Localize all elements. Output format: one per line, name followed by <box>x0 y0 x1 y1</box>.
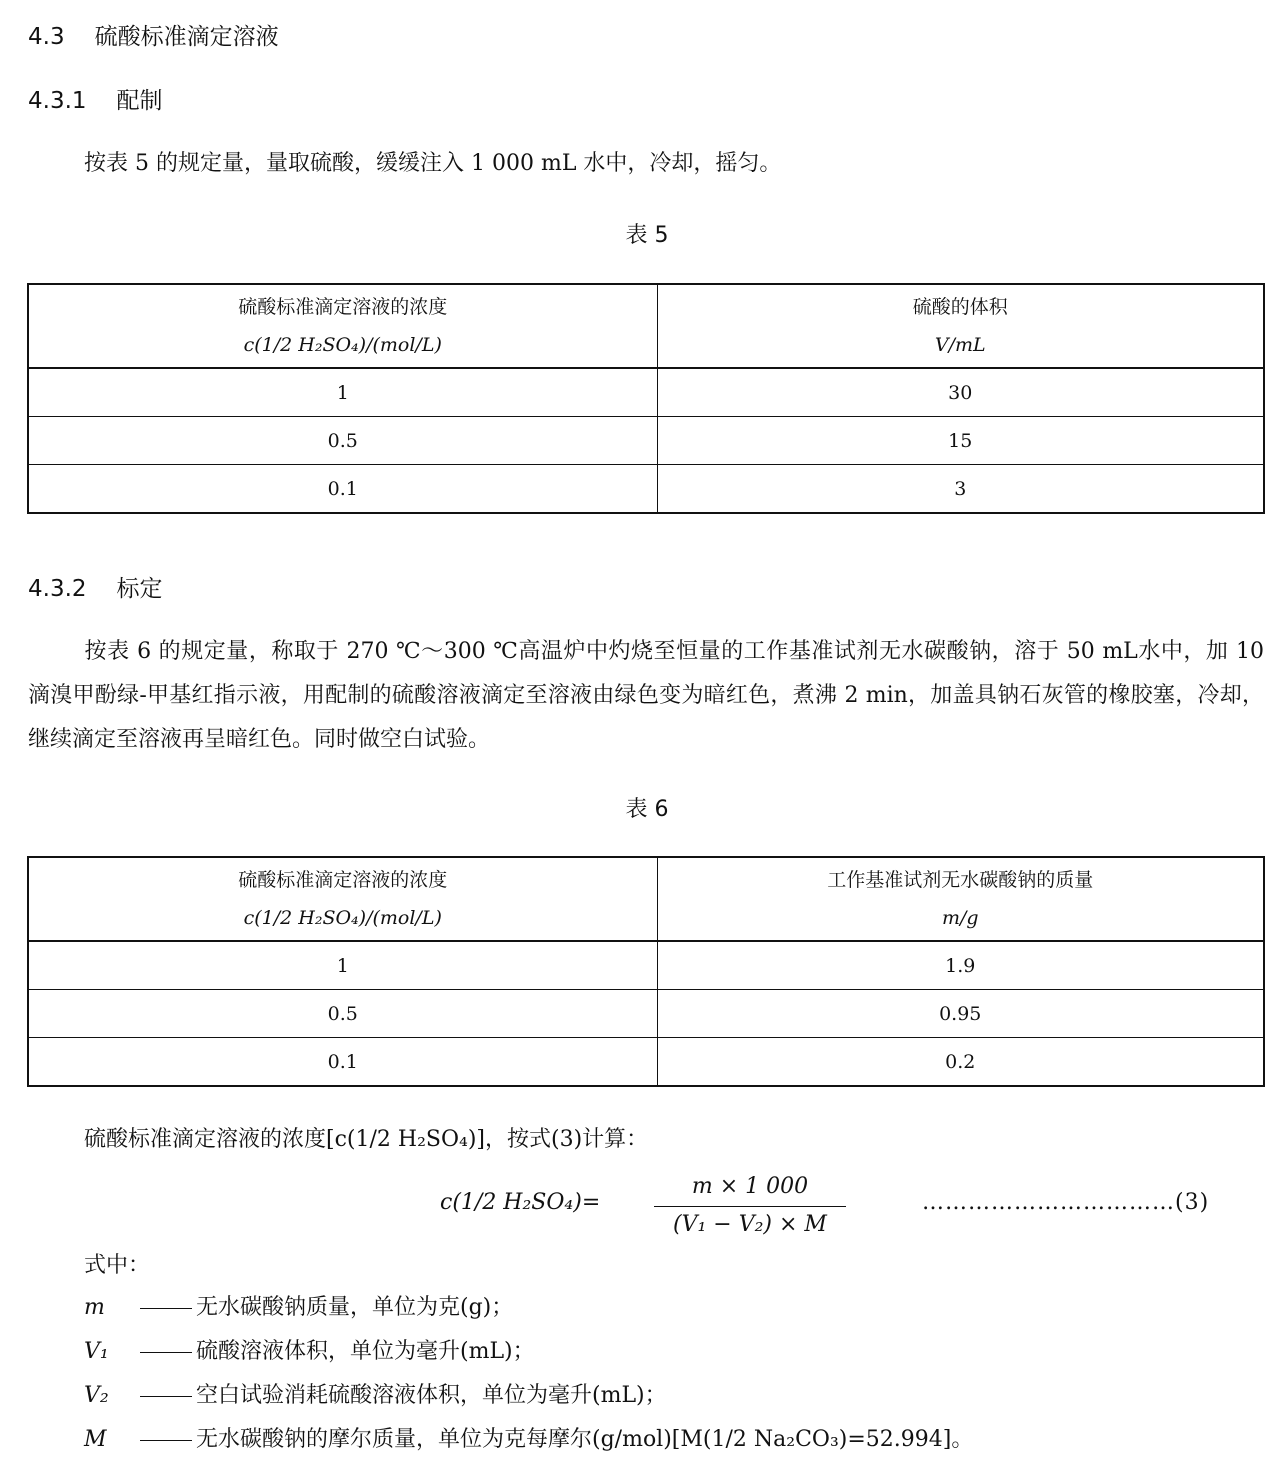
header-concentration-label: 硫酸标准滴定溶液的浓度 <box>238 869 448 891</box>
table-5 <box>27 283 1265 514</box>
section-number: 4.3.1 <box>28 88 87 114</box>
header-volume-label: 硫酸的体积 <box>912 296 1008 318</box>
cell-mass: 1.9 <box>657 941 1264 990</box>
header-volume <box>657 284 1264 368</box>
paragraph-preparation <box>28 142 1264 186</box>
header-mass-symbol: m/g <box>941 907 979 929</box>
cell-mass: 0.95 <box>657 990 1264 1038</box>
cell-concentration: 0.5 <box>28 417 657 465</box>
cell-mass: 0.2 <box>657 1038 1264 1087</box>
definition-variable: M <box>84 1427 107 1452</box>
section-heading-4-3 <box>28 26 279 49</box>
cell-concentration: 0.1 <box>28 465 657 514</box>
definition-dash <box>140 1308 192 1309</box>
table-6-caption: 表 6 <box>625 797 669 822</box>
formula-fraction <box>650 1172 850 1241</box>
where-label: 式中： <box>84 1253 151 1278</box>
header-mass-label: 工作基准试剂无水碳酸钠的质量 <box>827 869 1094 891</box>
header-concentration-label: 硫酸标准滴定溶液的浓度 <box>238 296 448 318</box>
definition-text: 无水碳酸钠的摩尔质量，单位为克每摩尔(g/mol)[M(1/2 Na₂CO₃)=52.994]。 <box>196 1427 974 1452</box>
cell-volume: 3 <box>657 465 1264 514</box>
definition-item <box>84 1334 535 1365</box>
cell-concentration: 1 <box>28 368 657 417</box>
cell-concentration: 1 <box>28 941 657 990</box>
cell-concentration: 0.5 <box>28 990 657 1038</box>
section-heading-4-3-2 <box>28 578 163 601</box>
calc-intro-text: 硫酸标准滴定溶液的浓度[c(1/2 H₂SO₄)]，按式(3)计算： <box>84 1127 649 1152</box>
equation-number: ……………………………(3) <box>922 1190 1210 1215</box>
definition-dash <box>140 1440 192 1441</box>
table-row <box>28 417 1264 465</box>
header-mass <box>657 857 1264 941</box>
cell-volume: 15 <box>657 417 1264 465</box>
definition-text: 无水碳酸钠质量，单位为克(g)； <box>196 1295 514 1320</box>
header-concentration-symbol: c(1/2 H₂SO₄)/(mol/L) <box>243 907 442 929</box>
section-number: 4.3 <box>28 24 65 50</box>
definition-variable: V₂ <box>84 1383 109 1408</box>
definition-dash <box>140 1352 192 1353</box>
definition-item <box>84 1290 513 1321</box>
paragraph-calc-intro <box>28 1118 1264 1162</box>
table-row <box>28 368 1264 417</box>
section-title: 标定 <box>116 576 163 602</box>
section-title: 硫酸标准滴定溶液 <box>94 24 279 50</box>
definition-variable: m <box>84 1295 105 1320</box>
table-5-caption: 表 5 <box>625 223 669 248</box>
standardization-text: 按表 6 的规定量，称取于 270 ℃～300 ℃高温炉中灼烧至恒量的工作基准试剂无水碳酸钠，溶于 50 mL水中，加 10 滴溴甲酚绿-甲基红指示液，用配制的硫酸溶液滴定至溶液由绿色变为暗红色，煮沸 2 min，加盖具钠石灰管的橡胶塞，冷却，继续滴定至溶液再呈暗红色。同时做空白试验。 <box>28 639 1264 752</box>
table-row <box>28 990 1264 1038</box>
section-title: 配制 <box>116 88 163 114</box>
header-volume-symbol: V/mL <box>934 334 986 356</box>
header-concentration <box>28 857 657 941</box>
table-row <box>28 465 1264 514</box>
definition-dash <box>140 1396 192 1397</box>
preparation-text: 按表 5 的规定量，量取硫酸，缓缓注入 1 000 mL 水中，冷却，摇匀。 <box>84 151 782 176</box>
section-heading-4-3-1 <box>28 90 163 113</box>
section-number: 4.3.2 <box>28 576 87 602</box>
table-row <box>28 941 1264 990</box>
definition-item <box>84 1378 667 1409</box>
definition-text: 硫酸溶液体积，单位为毫升(mL)； <box>196 1339 535 1364</box>
paragraph-standardization <box>28 630 1264 762</box>
definition-item <box>84 1422 973 1453</box>
definition-variable: V₁ <box>84 1339 109 1364</box>
formula-numerator: m × 1 000 <box>691 1174 809 1199</box>
cell-concentration: 0.1 <box>28 1038 657 1087</box>
table-row <box>28 1038 1264 1087</box>
table-header-row <box>28 857 1264 941</box>
table-header-row <box>28 284 1264 368</box>
header-concentration <box>28 284 657 368</box>
table-6 <box>27 856 1265 1087</box>
cell-volume: 30 <box>657 368 1264 417</box>
definition-text: 空白试验消耗硫酸溶液体积，单位为毫升(mL)； <box>196 1383 667 1408</box>
header-concentration-symbol: c(1/2 H₂SO₄)/(mol/L) <box>243 334 442 356</box>
formula-lhs: c(1/2 H₂SO₄)= <box>440 1190 601 1215</box>
where-label-line <box>28 1244 1264 1288</box>
formula-denominator: (V₁ − V₂) × M <box>673 1212 827 1237</box>
